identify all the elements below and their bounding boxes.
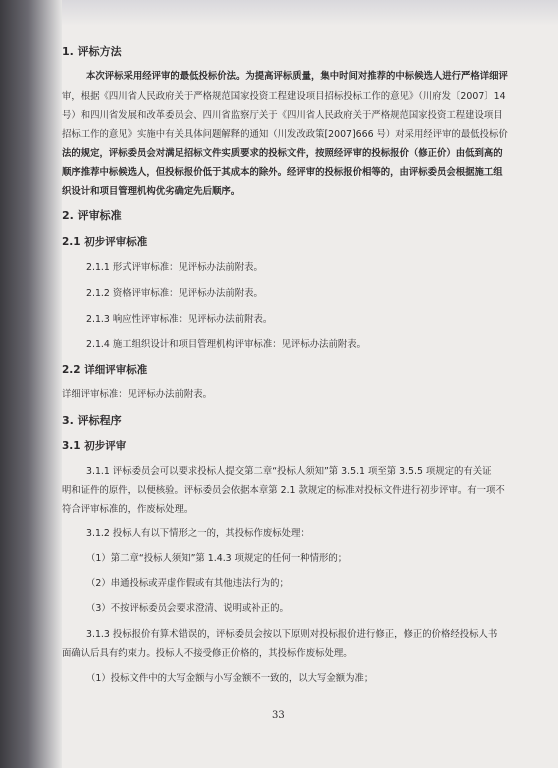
section-2-1-heading: 2.1 初步评审标准 [62, 236, 148, 248]
sec1-paragraph-line-6: 顺序推荐中标候选人，但投标报价低于其成本的除外。经评审的投标报价相等的，由评标委员会根据施工组 [62, 167, 503, 178]
para-3-1-1-line-2: 明和证件的原件，以便核验。评标委员会依据本章第 2.1 款规定的标准对投标文件进行初步评审。有一项不 [62, 485, 505, 496]
sec1-paragraph-line-4: 招标工作的意见》实施中有关具体问题解释的通知（川发改政策[2007]666 号）对采用经评审的最低投标价 [62, 129, 508, 140]
page-number: 33 [272, 710, 285, 721]
list-3-1-2-item-3: （3）不按评标委员会要求澄清、说明或补正的。 [86, 603, 289, 614]
item-2-1-4: 2.1.4 施工组织设计和项目管理机构评审标准：见评标办法前附表。 [86, 339, 366, 350]
list-3-1-2-item-2: （2）串通投标或弄虚作假或有其他违法行为的； [86, 578, 289, 589]
sec1-paragraph-line-1: 本次评标采用经评审的最低投标价法。为提高评标质量，集中时间对推荐的中标候选人进行严格详细评 [86, 71, 508, 82]
para-3-1-2: 3.1.2 投标人有以下情形之一的，其投标作废标处理： [86, 528, 310, 539]
sec1-paragraph-line-2: 审，根据《四川省人民政府关于严格规范国家投资工程建设项目招标投标工作的意见》（川府发〔2007〕14 [62, 91, 506, 102]
section-3-heading: 3. 评标程序 [62, 414, 122, 427]
item-2-1-3: 2.1.3 响应性评审标准：见评标办法前附表。 [86, 314, 273, 325]
list-3-1-2-item-1: （1）第二章“投标人须知”第 1.4.3 项规定的任何一种情形的； [86, 553, 348, 564]
item-2-1-2: 2.1.2 资格评审标准：见评标办法前附表。 [86, 288, 263, 299]
sec1-paragraph-line-5: 法的规定，评标委员会对满足招标文件实质要求的投标文件，按照经评审的投标报价（修正价）由低到高的 [62, 148, 503, 159]
para-3-1-1-line-3: 符合评审标准的，作废标处理。 [62, 504, 194, 515]
section-1-heading: 1. 评标方法 [62, 45, 122, 58]
section-2-heading: 2. 评审标准 [62, 209, 122, 222]
list-3-1-3-item-1: （1）投标文件中的大写金额与小写金额不一致的，以大写金额为准； [86, 673, 374, 684]
section-3-1-heading: 3.1 初步评审 [62, 440, 127, 452]
para-3-1-3-line-2: 面确认后具有约束力。投标人不接受修正价格的，其投标作废标处理。 [62, 648, 353, 659]
sec1-paragraph-line-3: 号）和四川省发展和改革委员会、四川省监察厅关于《四川省人民政府关于严格规范国家投资工程建设项目 [62, 110, 503, 121]
section-2-2-heading: 2.2 详细评审标准 [62, 364, 148, 376]
sec1-paragraph-line-7: 织设计和项目管理机构优劣确定先后顺序。 [62, 186, 241, 197]
section-2-2-text: 详细评审标准：见评标办法前附表。 [62, 389, 213, 400]
para-3-1-3-line-1: 3.1.3 投标报价有算术错误的，评标委员会按以下原则对投标报价进行修正，修正的价格经投标人书 [86, 629, 498, 640]
para-3-1-1-line-1: 3.1.1 评标委员会可以要求投标人提交第二章“投标人须知”第 3.5.1 项至第 3.5.5 项规定的有关证 [86, 466, 492, 477]
item-2-1-1: 2.1.1 形式评审标准：见评标办法前附表。 [86, 262, 263, 273]
